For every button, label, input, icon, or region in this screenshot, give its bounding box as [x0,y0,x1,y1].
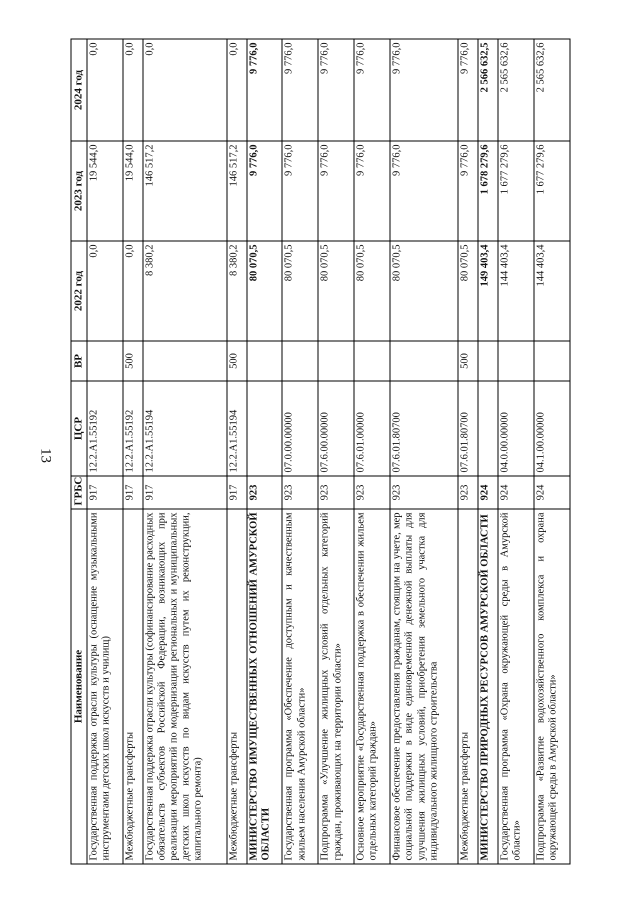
cell-name: Государственная программа «Обеспечение доступным и качественным жильем населения Амурской области» [282,509,318,864]
cell-vr [354,341,390,381]
cell-2022: 80 070,5 [458,241,478,341]
cell-2023: 9 776,0 [390,141,458,241]
cell-2022: 80 070,5 [246,241,282,341]
table-body [86,39,569,864]
table-row [282,39,318,864]
cell-csr [246,381,282,476]
cell-2023: 9 776,0 [282,141,318,241]
cell-vr [318,341,354,381]
cell-csr: 12.2.А1.55194 [142,381,226,476]
cell-csr: 12.2.А1.55194 [226,381,246,476]
cell-csr: 07.6.01.80700 [458,381,478,476]
header-vr: ВР [71,341,87,381]
cell-csr: 07.6.01.00000 [354,381,390,476]
cell-vr [498,341,534,381]
cell-2024: 0,0 [142,39,226,141]
header-csr: ЦСР [71,381,87,476]
cell-vr [86,341,122,381]
header-2024: 2024 год [71,39,87,141]
cell-2023: 9 776,0 [458,141,478,241]
cell-2022: 149 403,4 [478,241,498,341]
cell-2024: 0,0 [86,39,122,141]
cell-vr: 500 [458,341,478,381]
cell-2022: 80 070,5 [318,241,354,341]
cell-vr [390,341,458,381]
header-2023: 2023 год [71,141,87,241]
cell-vr [282,341,318,381]
cell-2023: 146 517,2 [142,141,226,241]
cell-grbs: 923 [282,476,318,509]
table-row [246,39,282,864]
table-row [226,39,246,864]
cell-grbs: 923 [390,476,458,509]
cell-csr: 12.2.А1.55192 [122,381,142,476]
cell-csr: 12.2.А1.55192 [86,381,122,476]
rotated-table-container [70,40,570,865]
header-name: Наименование [71,509,87,864]
cell-2024: 9 776,0 [390,39,458,141]
table-row [478,39,498,864]
cell-grbs: 924 [498,476,534,509]
cell-name: Финансовое обеспечение предоставления гражданам, стоящим на учете, мер социальной поддержки в виде единовременной денежной выплаты для улучшения жилищных условий, приобретения земельного участка для индивидуального жилищного строительства [390,509,458,864]
budget-table [70,39,570,865]
cell-grbs: 924 [534,476,570,509]
cell-2022: 80 070,5 [354,241,390,341]
cell-2024: 0,0 [122,39,142,141]
cell-2024: 0,0 [226,39,246,141]
cell-csr: 04.0.00.00000 [498,381,534,476]
table-row [318,39,354,864]
header-grbs: ГРБС [71,476,87,509]
cell-2023: 9 776,0 [318,141,354,241]
cell-2022: 8 380,2 [142,241,226,341]
cell-2023: 146 517,2 [226,141,246,241]
cell-2022: 0,0 [86,241,122,341]
table-row [354,39,390,864]
cell-vr [246,341,282,381]
cell-vr: 500 [122,341,142,381]
cell-csr: 04.1.00.00000 [534,381,570,476]
cell-2023: 19 544,0 [122,141,142,241]
cell-vr [534,341,570,381]
cell-2023: 19 544,0 [86,141,122,241]
cell-name: Основное мероприятие «Государственная поддержка в обеспечении жильем отдельных категорий граждан» [354,509,390,864]
table-row [534,39,570,864]
cell-name: Подпрограмма «Развитие водохозяйственного комплекса и охрана окружающей среды в Амурской области» [534,509,570,864]
cell-name: Государственная программа «Охрана окружающей среды в Амурской области» [498,509,534,864]
cell-vr [142,341,226,381]
cell-2022: 144 403,4 [498,241,534,341]
cell-name: Межбюджетные трансферты [458,509,478,864]
cell-2023: 1 677 279,6 [498,141,534,241]
cell-name: Межбюджетные трансферты [122,509,142,864]
cell-name: МИНИСТЕРСТВО ПРИРОДНЫХ РЕСУРСОВ АМУРСКОЙ ОБЛАСТИ [478,509,498,864]
page-number: 13 [37,448,54,463]
cell-csr: 07.6.01.80700 [390,381,458,476]
table-row [498,39,534,864]
cell-2024: 2 565 632,6 [534,39,570,141]
cell-2023: 9 776,0 [354,141,390,241]
cell-grbs: 917 [142,476,226,509]
table-row [142,39,226,864]
table-row [122,39,142,864]
cell-grbs: 923 [318,476,354,509]
cell-2024: 9 776,0 [458,39,478,141]
cell-grbs: 923 [354,476,390,509]
cell-grbs: 917 [226,476,246,509]
cell-csr [478,381,498,476]
cell-2022: 80 070,5 [282,241,318,341]
cell-2024: 9 776,0 [282,39,318,141]
cell-vr [478,341,498,381]
cell-2022: 80 070,5 [390,241,458,341]
cell-2024: 2 565 632,6 [498,39,534,141]
cell-2024: 9 776,0 [318,39,354,141]
cell-2022: 144 403,4 [534,241,570,341]
cell-2022: 0,0 [122,241,142,341]
cell-vr: 500 [226,341,246,381]
header-2022: 2022 год [71,241,87,341]
cell-grbs: 923 [246,476,282,509]
cell-2023: 9 776,0 [246,141,282,241]
table-row [458,39,478,864]
cell-name: Подпрограмма «Улучшение жилищных условий отдельных категорий граждан, проживающих на территории области» [318,509,354,864]
cell-2024: 9 776,0 [354,39,390,141]
cell-csr: 07.6.00.00000 [318,381,354,476]
table-header-row [71,39,87,864]
cell-csr: 07.0.00.00000 [282,381,318,476]
cell-2022: 8 380,2 [226,241,246,341]
table-row [390,39,458,864]
cell-2023: 1 677 279,6 [534,141,570,241]
cell-2024: 9 776,0 [246,39,282,141]
cell-name: Межбюджетные трансферты [226,509,246,864]
cell-2024: 2 566 632,5 [478,39,498,141]
cell-name: МИНИСТЕРСТВО ИМУЩЕСТВЕННЫХ ОТНОШЕНИЙ АМУРСКОЙ ОБЛАСТИ [246,509,282,864]
table-row [86,39,122,864]
cell-grbs: 923 [458,476,478,509]
cell-grbs: 917 [122,476,142,509]
cell-name: Государственная поддержка отрасли культуры (оснащение музыкальными инструментами детских школ искусств и училищ) [86,509,122,864]
cell-grbs: 924 [478,476,498,509]
cell-2023: 1 678 279,6 [478,141,498,241]
cell-name: Государственная поддержка отрасли культуры (софинансирование расходных обязательств субъектов Российской Федерации, возникающих при реализации мероприятий по модернизации региональных и муниципальных детских школ искусств по видам искусств путем их реконструкции, капитального ремонта) [142,509,226,864]
cell-grbs: 917 [86,476,122,509]
